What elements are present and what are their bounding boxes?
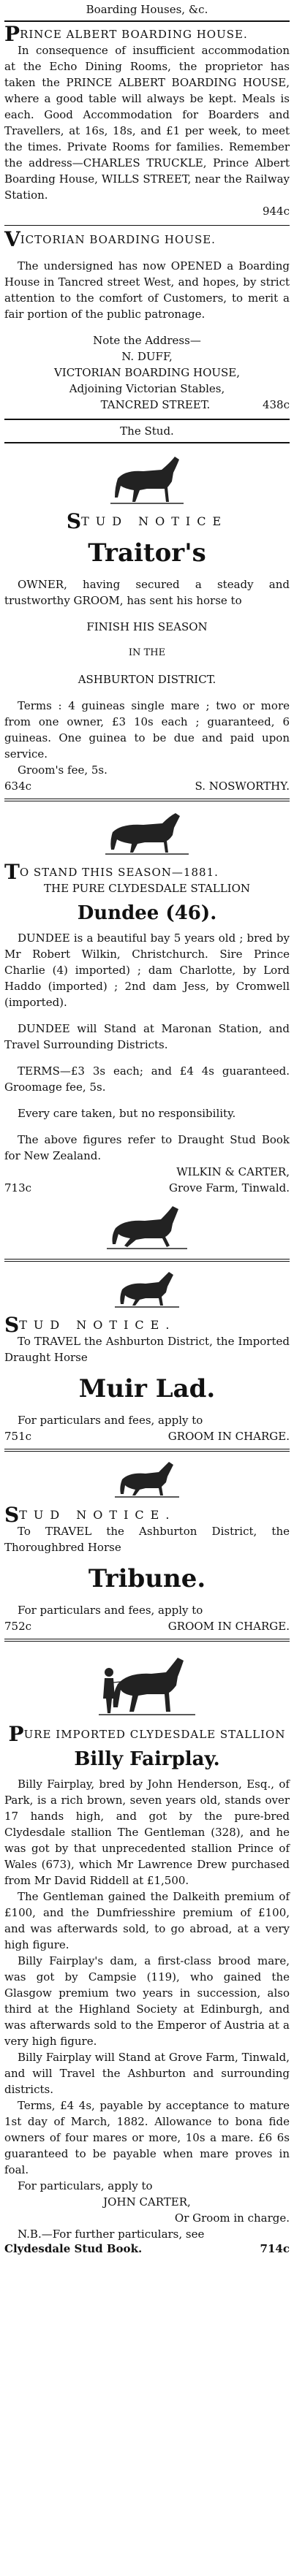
care-text: Every care taken, but no responsibility. bbox=[18, 1107, 236, 1120]
divider bbox=[4, 799, 290, 801]
section-header-stud: The Stud. bbox=[4, 419, 290, 438]
terms-text: TERMS—£3 3s each; and £4 4s guaranteed. Groomage fee, 5s. bbox=[4, 1064, 290, 1094]
ad-ref: 713c bbox=[4, 1181, 32, 1194]
groom-text: GROOM IN CHARGE. bbox=[167, 1620, 290, 1633]
drop-initial: P bbox=[8, 1722, 24, 1746]
paragraph-gentleman: The Gentleman gained the Dalkeith premium of £100, and the Dumfriesshire premium of £100, and was afterwards sold, to go abroad, at a very high figure. bbox=[4, 1890, 290, 1951]
finish-text: FINISH HIS SEASON bbox=[86, 620, 208, 633]
travel-text: To TRAVEL the Ashburton District, the Thoroughbred Horse bbox=[4, 1525, 290, 1554]
travel-text: To TRAVEL the Ashburton District, the Imported Draught Horse bbox=[4, 1335, 290, 1364]
horse-name: Traitor's bbox=[88, 538, 206, 568]
stud-book-text: Clydesdale Stud Book. bbox=[4, 2242, 143, 2255]
horse-name: Tribune. bbox=[88, 1564, 206, 1593]
particulars-text: For particulars, apply to bbox=[18, 2179, 153, 2192]
stand-heading: O STAND THIS SEASON—1881. bbox=[19, 866, 219, 879]
ad-prince-albert bbox=[4, 22, 290, 219]
divider bbox=[4, 442, 290, 443]
farm-text: Grove Farm, Tinwald. bbox=[169, 1181, 290, 1194]
ad-billy-fairplay bbox=[4, 1647, 290, 2255]
horse-illustration bbox=[99, 1202, 195, 1253]
horse-name: Billy Fairplay. bbox=[74, 1748, 220, 1770]
drop-initial: V bbox=[4, 227, 20, 251]
description: DUNDEE is a beautiful bay 5 years old ; bred by Mr Robert Wilkin, Christchurch. Sire Prince Charlie (4) imported) ; dam Charlotte, by Lord Haddo (imported) ; 2nd dam Jess, by Cromwell (imported). bbox=[4, 931, 290, 1009]
ad-victorian bbox=[4, 227, 290, 413]
ad-muir-lad bbox=[4, 1268, 290, 1444]
paragraph-stand: Billy Fairplay will Stand at Grove Farm, Tinwald, and will Travel the Ashburton and surrounding districts. bbox=[4, 2051, 290, 2096]
paragraph-dam: Billy Fairplay's dam, a first-class brood mare, was got by Campsie (119), who gained the Glasgow premium two years in succession, also third at the Highland Society at Edinburgh, and was afterwards sold to the Emperor of Austria at a very high figure. bbox=[4, 1954, 290, 2048]
ad-ref: 752c bbox=[4, 1620, 32, 1633]
horse-illustration bbox=[110, 1268, 184, 1311]
section-header-boarding: Boarding Houses, &c. bbox=[86, 3, 208, 16]
contact-alt: Or Groom in charge. bbox=[174, 2211, 290, 2225]
notice-heading: TUD NOTICE. bbox=[19, 1508, 176, 1522]
owner-text: OWNER, having secured a steady and trustworthy GROOM, has sent his horse to bbox=[4, 578, 290, 607]
groom-text: GROOM IN CHARGE. bbox=[167, 1430, 290, 1443]
signature: S. NOSWORTHY. bbox=[195, 780, 290, 793]
breed-heading: URE IMPORTED CLYDESDALE STALLION bbox=[23, 1728, 286, 1741]
district-text: ASHBURTON DISTRICT. bbox=[78, 673, 216, 686]
particulars-text: For particulars and fees, apply to bbox=[18, 1414, 203, 1427]
notice-heading: TUD NOTICE bbox=[81, 514, 228, 528]
paragraph-breeding: Billy Fairplay, bred by John Henderson, Esq., of Park, is a rich brown, seven years old, stands over 17 hands high, and got by the pure-bred Clydesdale stallion The Gentleman (328), and he was got by that unprecedented stallion Prince of Wales (673), which Mr Lawrence Drew purchased from Mr David Riddell at £1,500. bbox=[4, 1777, 290, 1887]
terms-text: Terms : 4 guineas single mare ; two or more from one owner, £3 10s each ; guaranteed, 6 guineas. One guinea to be due and paid upon service. bbox=[4, 699, 290, 761]
divider bbox=[4, 1639, 290, 1642]
ad-body: The undersigned has now OPENED a Boarding House in Tancred street West, and hopes, by strict attention to the comfort of Customers, to merit a fair portion of the public patronage. bbox=[4, 259, 290, 321]
horse-name: Dundee (46). bbox=[77, 902, 217, 924]
horse-illustration bbox=[103, 449, 191, 508]
notice-heading: TUD NOTICE. bbox=[19, 1318, 176, 1332]
house-name: VICTORIAN BOARDING HOUSE, bbox=[53, 366, 241, 379]
divider bbox=[4, 20, 290, 22]
ad-ref: 751c bbox=[4, 1430, 32, 1443]
horse-illustration bbox=[110, 1457, 184, 1501]
ad-tribune bbox=[4, 1457, 290, 1634]
drop-initial: S bbox=[4, 1313, 20, 1337]
stand-text: DUNDEE will Stand at Maronan Station, and Travel Surrounding Districts. bbox=[4, 1022, 290, 1051]
contact-name: JOHN CARTER, bbox=[103, 2195, 191, 2209]
paragraph-terms: Terms, £4 4s, payable by acceptance to mature 1st day of March, 1882. Allowance to bona fide owners of four mares or more, 10s a mare. £6 6s guaranteed to be payable when mare proves in foal. bbox=[4, 2099, 290, 2176]
nb-text: N.B.—For further particulars, see bbox=[18, 2228, 205, 2241]
divider bbox=[4, 225, 290, 226]
address-note: Note the Address— bbox=[93, 334, 201, 347]
particulars-text: For particulars and fees, apply to bbox=[18, 1604, 203, 1617]
ad-title: ICTORIAN BOARDING HOUSE. bbox=[20, 233, 216, 246]
street-name: TANCRED STREET. bbox=[100, 398, 211, 411]
drop-initial: T bbox=[4, 860, 20, 884]
breed-text: THE PURE CLYDESDALE STALLION bbox=[43, 882, 251, 895]
divider bbox=[4, 1449, 290, 1452]
ad-ref: 634c bbox=[4, 780, 32, 793]
drop-initial: S bbox=[4, 1503, 20, 1527]
ad-body: In consequence of insufficient accommodation at the Echo Dining Rooms, the proprietor has taken the PRINCE ALBERT BOARDING HOUSE, where a good table will always be kept. Meals is each. Good Accommodation for Boarders and Travellers, at 16s, 18s, and £1 per week, to meet the times. Private Rooms for families. Remember the address—CHARLES TRUCKLE, Prince Albert Boarding House, WILLS STREET, near the Railway Station. bbox=[4, 44, 290, 202]
ad-traitor bbox=[4, 449, 290, 794]
horse-illustration bbox=[99, 807, 195, 858]
ad-ref: 714c bbox=[260, 2242, 290, 2255]
groom-fee: Groom's fee, 5s. bbox=[18, 763, 108, 777]
signature: WILKIN & CARTER, bbox=[176, 1165, 290, 1178]
ad-dundee bbox=[4, 807, 290, 1196]
divider bbox=[4, 1259, 290, 1262]
adjoining-text: Adjoining Victorian Stables, bbox=[69, 382, 225, 395]
ad-ref: 438c bbox=[262, 398, 290, 411]
proprietor-name: N. DUFF, bbox=[121, 350, 173, 363]
ad-title: RINCE ALBERT BOARDING HOUSE. bbox=[20, 28, 248, 41]
horse-and-groom-illustration bbox=[96, 1647, 198, 1720]
in-the-text: IN THE bbox=[128, 647, 166, 658]
newspaper-column bbox=[4, 0, 290, 2255]
ad-ref: 944c bbox=[262, 205, 290, 218]
drop-initial: S bbox=[66, 509, 82, 533]
drop-initial: P bbox=[4, 22, 20, 46]
pedigree-text: The above figures refer to Draught Stud Book for New Zealand. bbox=[4, 1133, 290, 1162]
horse-name: Muir Lad. bbox=[78, 1374, 216, 1403]
